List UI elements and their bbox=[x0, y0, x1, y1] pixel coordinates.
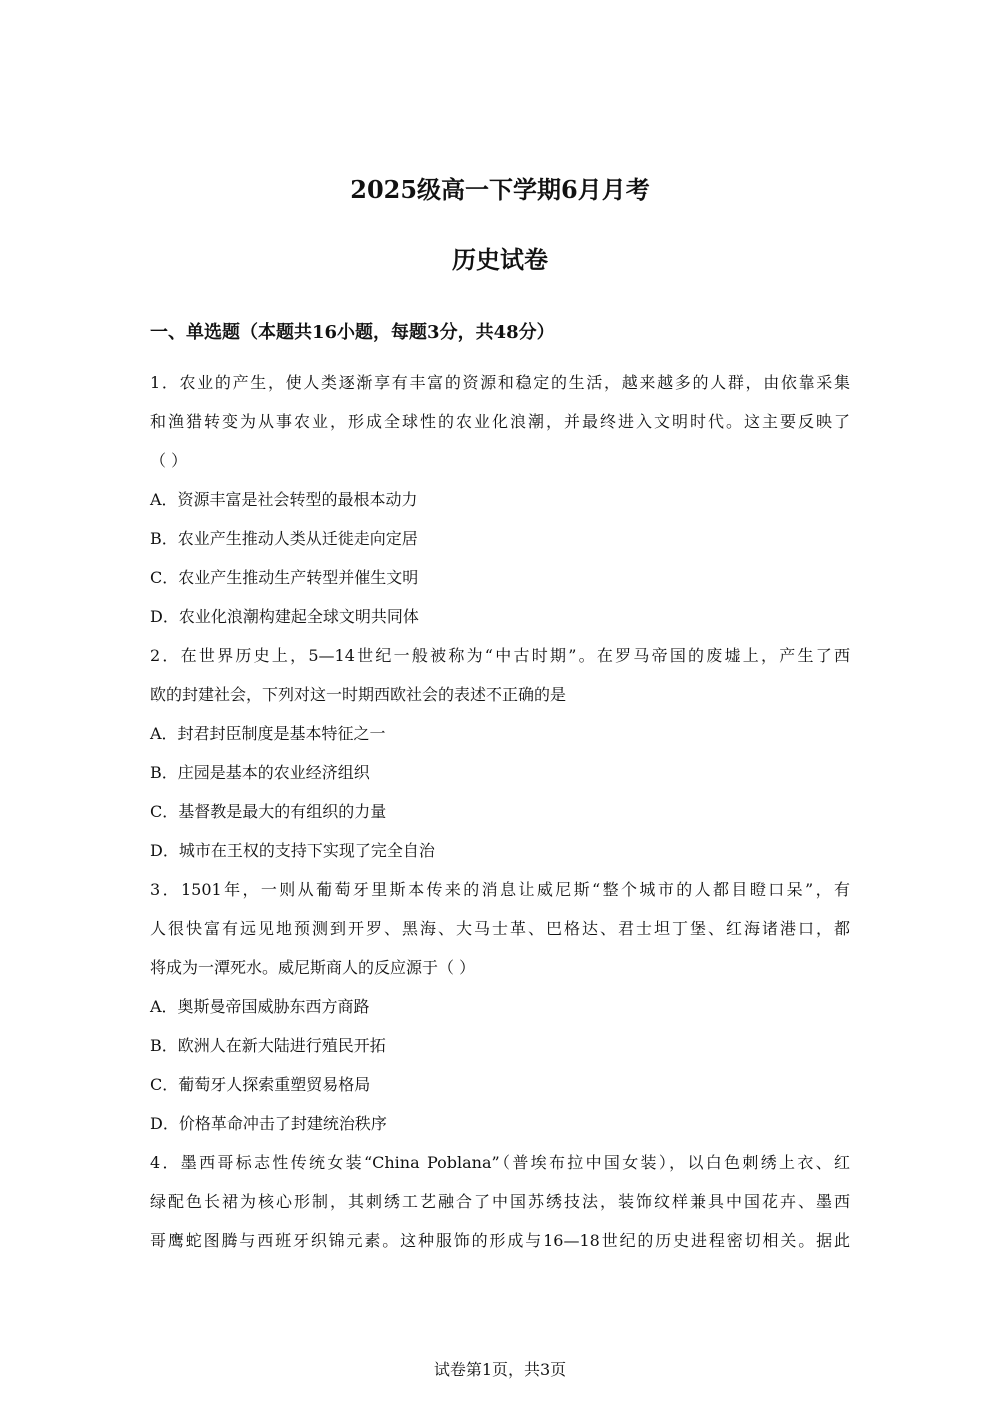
question-3-option-b: B．欧洲人在新大陆进行殖民开拓 bbox=[150, 1036, 386, 1055]
question-1-stem-line-1: 1．农业的产生，使人类逐渐享有丰富的资源和稳定的生活，越来越多的人群，由依靠采集 bbox=[150, 373, 850, 392]
exam-subject: 历史试卷 bbox=[452, 245, 548, 274]
question-2-option-c: C．基督教是最大的有组织的力量 bbox=[150, 802, 387, 821]
question-2-option-b: B．庄园是基本的农业经济组织 bbox=[150, 763, 370, 782]
question-3-stem-line-1: 3．1501年，一则从葡萄牙里斯本传来的消息让威尼斯“整个城市的人都目瞪口呆”，有 bbox=[150, 880, 850, 899]
question-2-option-d: D．城市在王权的支持下实现了完全自治 bbox=[150, 841, 435, 860]
question-3-option-a: A．奥斯曼帝国威胁东西方商路 bbox=[150, 997, 370, 1016]
question-1-option-d: D．农业化浪潮构建起全球文明共同体 bbox=[150, 607, 419, 626]
question-1-answer-blank: （ ） bbox=[150, 451, 188, 470]
question-1-option-b: B．农业产生推动人类从迁徙走向定居 bbox=[150, 529, 418, 548]
question-1-option-c: C．农业产生推动生产转型并催生文明 bbox=[150, 568, 419, 587]
question-2-stem-line-1: 2．在世界历史上，5—14世纪一般被称为“中古时期”。在罗马帝国的废墟上，产生了西 bbox=[150, 646, 850, 665]
page-number: 试卷第1页，共3页 bbox=[433, 1360, 567, 1379]
question-3-stem-line-2: 人很快富有远见地预测到开罗、黑海、大马士革、巴格达、君士坦丁堡、红海诸港口，都 bbox=[150, 919, 850, 938]
question-1-option-a: A．资源丰富是社会转型的最根本动力 bbox=[150, 490, 418, 509]
question-1-stem-line-2: 和渔猎转变为从事农业，形成全球性的农业化浪潮，并最终进入文明时代。这主要反映了 bbox=[150, 412, 850, 431]
question-4-stem-line-2: 绿配色长裙为核心形制，其刺绣工艺融合了中国苏绣技法，装饰纹样兼具中国花卉、墨西 bbox=[150, 1192, 850, 1211]
question-4-stem-line-3: 哥鹰蛇图腾与西班牙织锦元素。这种服饰的形成与16—18世纪的历史进程密切相关。据此 bbox=[150, 1231, 850, 1250]
question-2-stem-line-2: 欧的封建社会，下列对这一时期西欧社会的表述不正确的是 bbox=[150, 685, 567, 704]
question-4-stem-line-1: 4．墨西哥标志性传统女装“China Poblana”（普埃布拉中国女装），以白色刺绣上衣、红 bbox=[150, 1153, 850, 1172]
exam-title: 2025级高一下学期6月月考 bbox=[350, 175, 650, 204]
question-3-stem-line-3: 将成为一潭死水。威尼斯商人的反应源于（ ） bbox=[150, 958, 476, 977]
question-2-option-a: A．封君封臣制度是基本特征之一 bbox=[150, 724, 386, 743]
section-heading: 一、单选题（本题共16小题，每题3分，共48分） bbox=[150, 322, 555, 343]
question-3-option-c: C．葡萄牙人探索重塑贸易格局 bbox=[150, 1075, 371, 1094]
question-3-option-d: D．价格革命冲击了封建统治秩序 bbox=[150, 1114, 387, 1133]
